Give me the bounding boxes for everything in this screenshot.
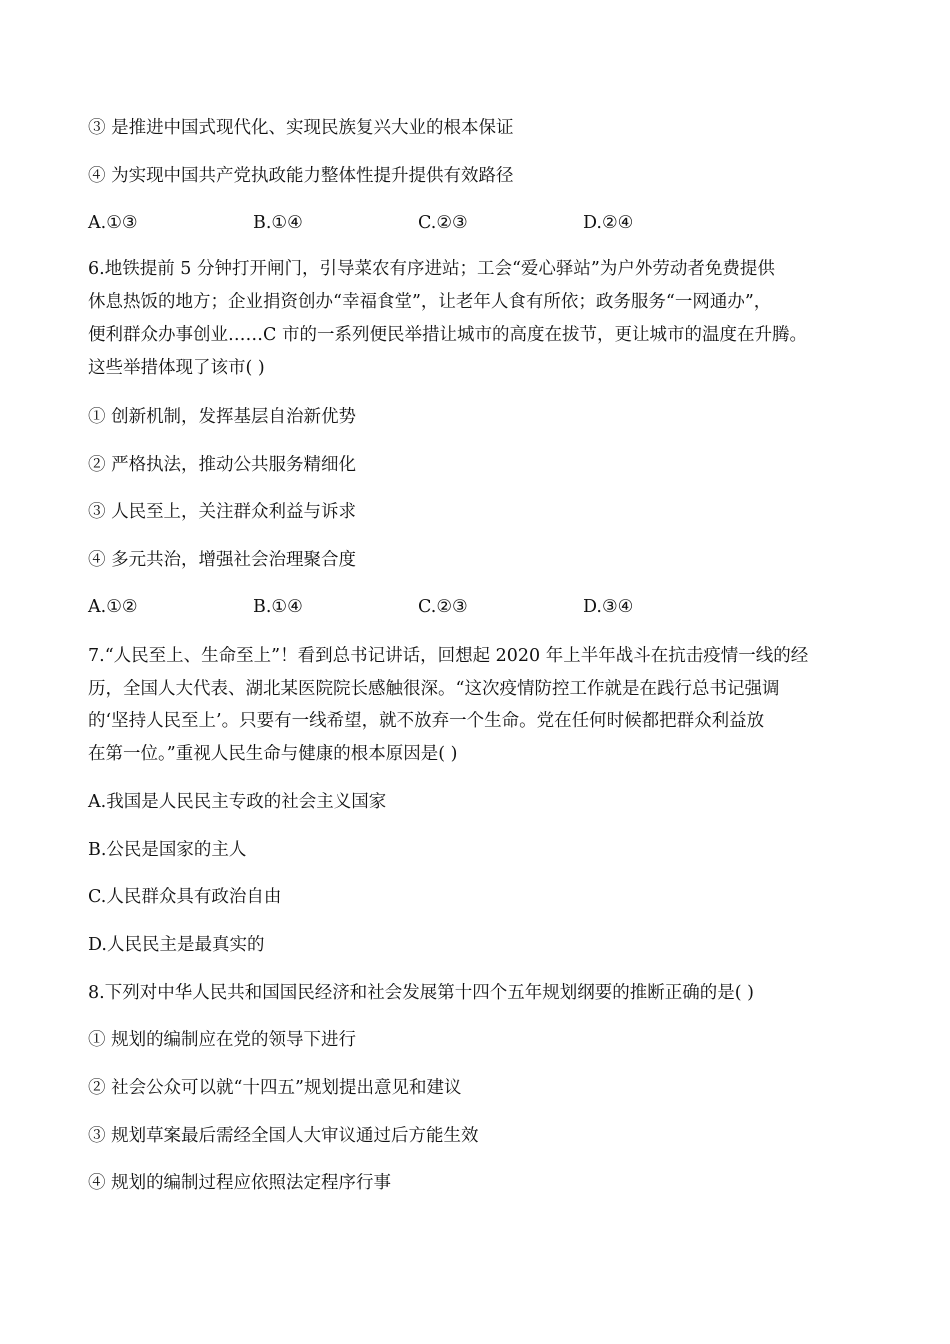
q6-option-d[interactable]: D.③④	[583, 597, 634, 617]
q7-stem-line-2: 历，全国人大代表、湖北某医院院长感触很深。“这次疫情防控工作就是在践行总书记强调	[88, 679, 780, 699]
q6-option-a[interactable]: A.①②	[88, 597, 138, 617]
q5-option-a[interactable]: A.①③	[88, 213, 138, 233]
q6-option-b[interactable]: B.①④	[253, 597, 303, 617]
q8-item-4: ④ 规划的编制过程应依照法定程序行事	[88, 1173, 392, 1193]
q6-stem-line-3: 便利群众办事创业……C 市的一系列便民举措让城市的高度在拔节，更让城市的温度在升腾。	[88, 325, 807, 345]
q6-item-4: ④ 多元共治，增强社会治理聚合度	[88, 550, 357, 570]
q7-stem-line-1: 7.“人民至上、生命至上”！看到总书记讲话，回想起 2020 年上半年战斗在抗击疫情一线的经	[88, 646, 809, 666]
q7-stem-line-3: 的‘坚持人民至上’。只要有一线希望，就不放弃一个生命。党在任何时候都把群众利益放	[88, 711, 765, 731]
q5-options	[88, 211, 788, 235]
q7-option-a[interactable]: A.我国是人民民主专政的社会主义国家	[88, 792, 387, 812]
q7-option-c[interactable]: C.人民群众具有政治自由	[88, 887, 282, 907]
q7-option-b[interactable]: B.公民是国家的主人	[88, 840, 247, 860]
q6-item-3: ③ 人民至上，关注群众利益与诉求	[88, 502, 357, 522]
q6-stem-line-4: 这些举措体现了该市( )	[88, 358, 265, 378]
q6-stem-line-1: 6.地铁提前 5 分钟打开闸门，引导菜农有序进站；工会“爱心驿站”为户外劳动者免费提供	[88, 259, 775, 279]
q8-item-2: ② 社会公众可以就“十四五”规划提出意见和建议	[88, 1078, 462, 1098]
q6-options	[88, 595, 788, 619]
q6-item-2: ② 严格执法，推动公共服务精细化	[88, 455, 357, 475]
q5-item-3: ③ 是推进中国式现代化、实现民族复兴大业的根本保证	[88, 118, 514, 138]
q8-stem: 8.下列对中华人民共和国国民经济和社会发展第十四个五年规划纲要的推断正确的是( )	[88, 983, 754, 1003]
q7-option-d[interactable]: D.人民民主是最真实的	[88, 935, 265, 955]
q5-option-d[interactable]: D.②④	[583, 213, 634, 233]
q6-item-1: ① 创新机制，发挥基层自治新优势	[88, 407, 357, 427]
q8-item-1: ① 规划的编制应在党的领导下进行	[88, 1030, 357, 1050]
q6-stem-line-2: 休息热饭的地方；企业捐资创办“幸福食堂”，让老年人食有所依；政务服务“一网通办”，	[88, 292, 772, 312]
q5-option-b[interactable]: B.①④	[253, 213, 303, 233]
q5-option-c[interactable]: C.②③	[418, 213, 468, 233]
q6-option-c[interactable]: C.②③	[418, 597, 468, 617]
q8-item-3: ③ 规划草案最后需经全国人大审议通过后方能生效	[88, 1126, 479, 1146]
q7-stem-line-4: 在第一位。”重视人民生命与健康的根本原因是( )	[88, 744, 458, 764]
q5-item-4: ④ 为实现中国共产党执政能力整体性提升提供有效路径	[88, 166, 514, 186]
